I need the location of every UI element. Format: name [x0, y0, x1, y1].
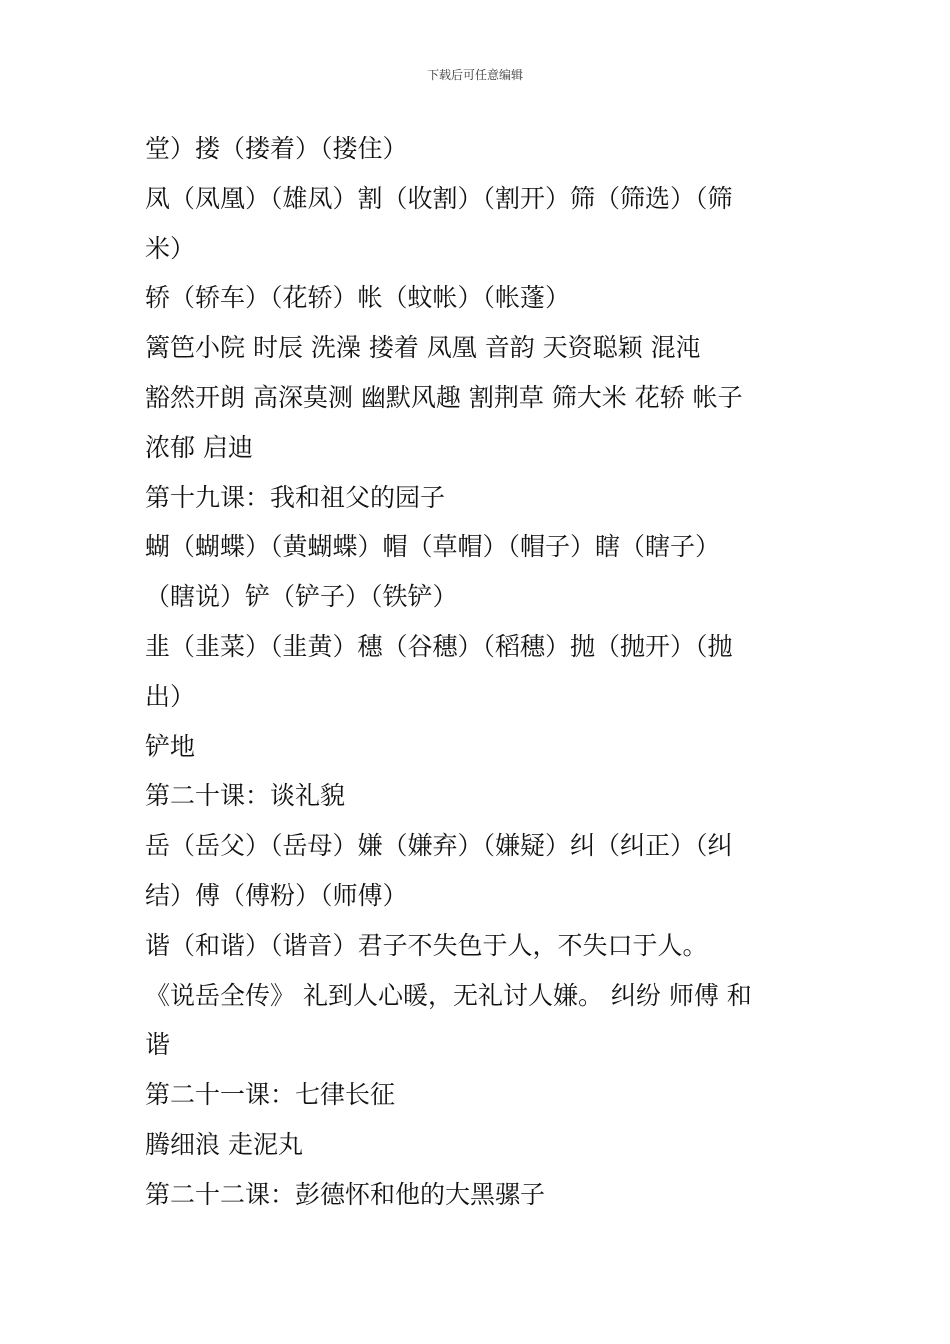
- lesson-heading: 第十九课：我和祖父的园子: [145, 482, 446, 512]
- text-line: 凤（凤凰）（雄凤）割（收割）（割开）筛（筛选）（筛: [145, 183, 733, 213]
- text-line: 米）: [145, 233, 196, 263]
- lesson-heading: 第二十课：谈礼貌: [145, 781, 346, 811]
- text-line: 堂）搂（搂着）（搂住）: [145, 134, 408, 163]
- text-line: 豁然开朗 高深莫测 幽默风趣 割荆草 筛大米 花轿 帐子: [145, 382, 743, 412]
- text-line: 出）: [145, 681, 196, 711]
- text-line: 谐: [145, 1030, 171, 1060]
- text-line: 韭（韭菜）（韭黄）穗（谷穗）（稻穗）抛（抛开）（抛: [145, 631, 733, 661]
- document-body: [145, 124, 810, 1220]
- text-line: 蝴（蝴蝶）（黄蝴蝶）帽（草帽）（帽子）瞎（瞎子）: [145, 532, 721, 562]
- text-line: 岳（岳父）（岳母）嫌（嫌弃）（嫌疑）纠（纠正）（纠: [145, 831, 733, 861]
- text-line: 腾细浪 走泥丸: [145, 1129, 303, 1159]
- lesson-heading: 第二十一课：七律长征: [145, 1080, 396, 1110]
- text-line: 浓郁 启迪: [145, 432, 253, 462]
- text-line: 轿（轿车）（花轿）帐（蚊帐）（帐蓬）: [145, 283, 571, 313]
- text-line: 结）傅（傅粉）（师傅）: [145, 880, 408, 910]
- text-line: 篱笆小院 时辰 洗澡 搂着 凤凰 音韵 天资聪颖 混沌: [145, 333, 701, 363]
- text-line: 《说岳全传》 礼到人心暖，无礼讨人嫌。 纠纷 师傅 和: [145, 980, 752, 1010]
- page-header: 下载后可任意编辑: [426, 68, 523, 82]
- lesson-heading: 第二十二课：彭德怀和他的大黑骡子: [145, 1179, 546, 1209]
- text-line: 铲地: [145, 731, 196, 761]
- text-line: 谐（和谐）（谐音）君子不失色于人，不失口于人。: [145, 930, 708, 960]
- text-line: （瞎说）铲（铲子）（铁铲）: [145, 582, 458, 612]
